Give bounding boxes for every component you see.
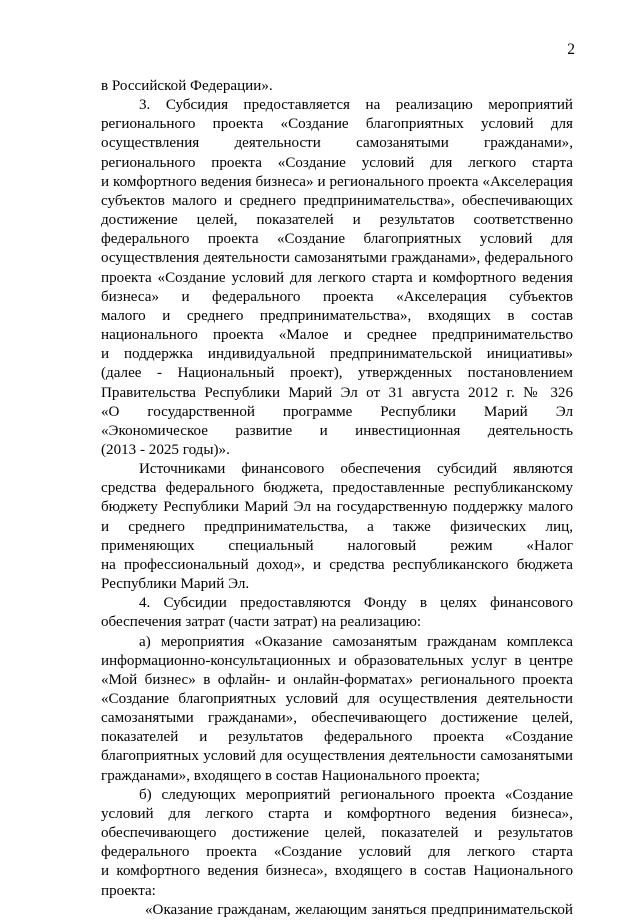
document-body xyxy=(101,77,573,920)
text-line: «Оказание гражданам, желающим заняться предпринимательской xyxy=(145,901,573,918)
text-line: осуществления деятельности самозанятыми гражданами», федерального xyxy=(101,250,573,267)
text-line: условий для легкого старта и комфортного ведения бизнеса», xyxy=(101,805,573,822)
text-line: субъектов малого и среднего предпринимательства», обеспечивающих xyxy=(101,192,573,209)
text-line: применяющих специальный налоговый режим «Налог xyxy=(101,537,573,554)
text-line: и комфортного ведения бизнеса», входящего в состав Национального xyxy=(101,863,573,880)
text-line: регионального проекта «Создание условий для легкого старта xyxy=(101,154,573,171)
text-line: на профессиональный доход», и средства республиканского бюджета xyxy=(101,556,573,573)
text-line: в Российской Федерации». xyxy=(101,78,273,94)
text-line: (далее - Национальный проект), утвержденных постановлением xyxy=(101,365,573,382)
text-line: обеспечения затрат (части затрат) на реализацию: xyxy=(101,614,422,631)
page-number: 2 xyxy=(567,41,575,58)
text-line: и среднего предпринимательства, а также физических лиц, xyxy=(101,518,573,535)
text-line: Источниками финансового обеспечения субсидий являются xyxy=(139,461,573,478)
paragraph xyxy=(101,77,573,96)
text-line: федерального проекта «Создание условий для легкого старта xyxy=(101,844,573,861)
text-line: гражданами», входящего в состав Национального проекта; xyxy=(101,767,480,784)
text-line: национального проекта «Малое и среднее предпринимательство xyxy=(101,327,573,344)
text-line: федерального проекта «Создание благоприятных условий для xyxy=(101,231,573,248)
text-line: и поддержка индивидуальной предпринимательской инициативы» xyxy=(101,346,573,363)
text-line: бюджету Республики Марий Эл на государственную поддержку малого xyxy=(101,499,573,516)
text-line: проекта: xyxy=(101,882,156,899)
text-line: (2013 - 2025 годы)». xyxy=(101,441,230,458)
text-line: достижение целей, показателей и результатов соответственно xyxy=(101,212,573,229)
text-line: «О государственной программе Республики Марий Эл xyxy=(101,403,573,420)
text-line: показателей и результатов федерального проекта «Создание xyxy=(101,729,573,746)
text-line: малого и среднего предпринимательства», входящих в состав xyxy=(101,307,573,324)
text-line: 3. Субсидия предоставляется на реализацию мероприятий xyxy=(139,97,573,114)
text-line: обеспечивающего достижение целей, показателей и результатов xyxy=(101,825,573,842)
text-line: 4. Субсидии предоставляются Фонду в целях финансового xyxy=(139,595,573,612)
text-line: б) следующих мероприятий регионального проекта «Создание xyxy=(139,786,573,803)
paragraph xyxy=(101,786,573,901)
text-line: а) мероприятия «Оказание самозанятым гражданам комплекса xyxy=(139,633,573,650)
paragraph xyxy=(101,633,573,786)
text-line: информационно-консультационных и образовательных услуг в центре xyxy=(101,652,573,669)
paragraph xyxy=(101,901,573,920)
text-line: и комфортного ведения бизнеса» и регионального проекта «Акселерация xyxy=(101,173,573,190)
paragraph xyxy=(101,460,573,594)
text-line: Правительства Республики Марий Эл от 31 августа 2012 г. № 326 xyxy=(101,384,573,401)
text-line: «Создание благоприятных условий для осуществления деятельности xyxy=(101,691,573,707)
text-line: «Мой бизнес» в офлайн- и онлайн-форматах» регионального проекта xyxy=(101,671,573,688)
text-line: благоприятных условий для осуществления деятельности самозанятыми xyxy=(101,748,573,765)
text-line: «Экономическое развитие и инвестиционная деятельность xyxy=(101,422,573,439)
text-line: бизнеса» и федерального проекта «Акселерация субъектов xyxy=(101,288,573,305)
text-line: средства федерального бюджета, предоставленные республиканскому xyxy=(101,480,573,497)
text-line: Республики Марий Эл. xyxy=(101,576,250,593)
text-line: самозанятыми гражданами», обеспечивающего достижение целей, xyxy=(101,710,573,727)
paragraph xyxy=(101,594,573,632)
text-line: осуществления деятельности самозанятыми гражданами», xyxy=(101,135,573,152)
paragraph xyxy=(101,96,573,460)
text-line: проекта «Создание условий для легкого старта и комфортного ведения xyxy=(101,269,573,286)
text-line: регионального проекта «Создание благоприятных условий для xyxy=(101,116,573,133)
